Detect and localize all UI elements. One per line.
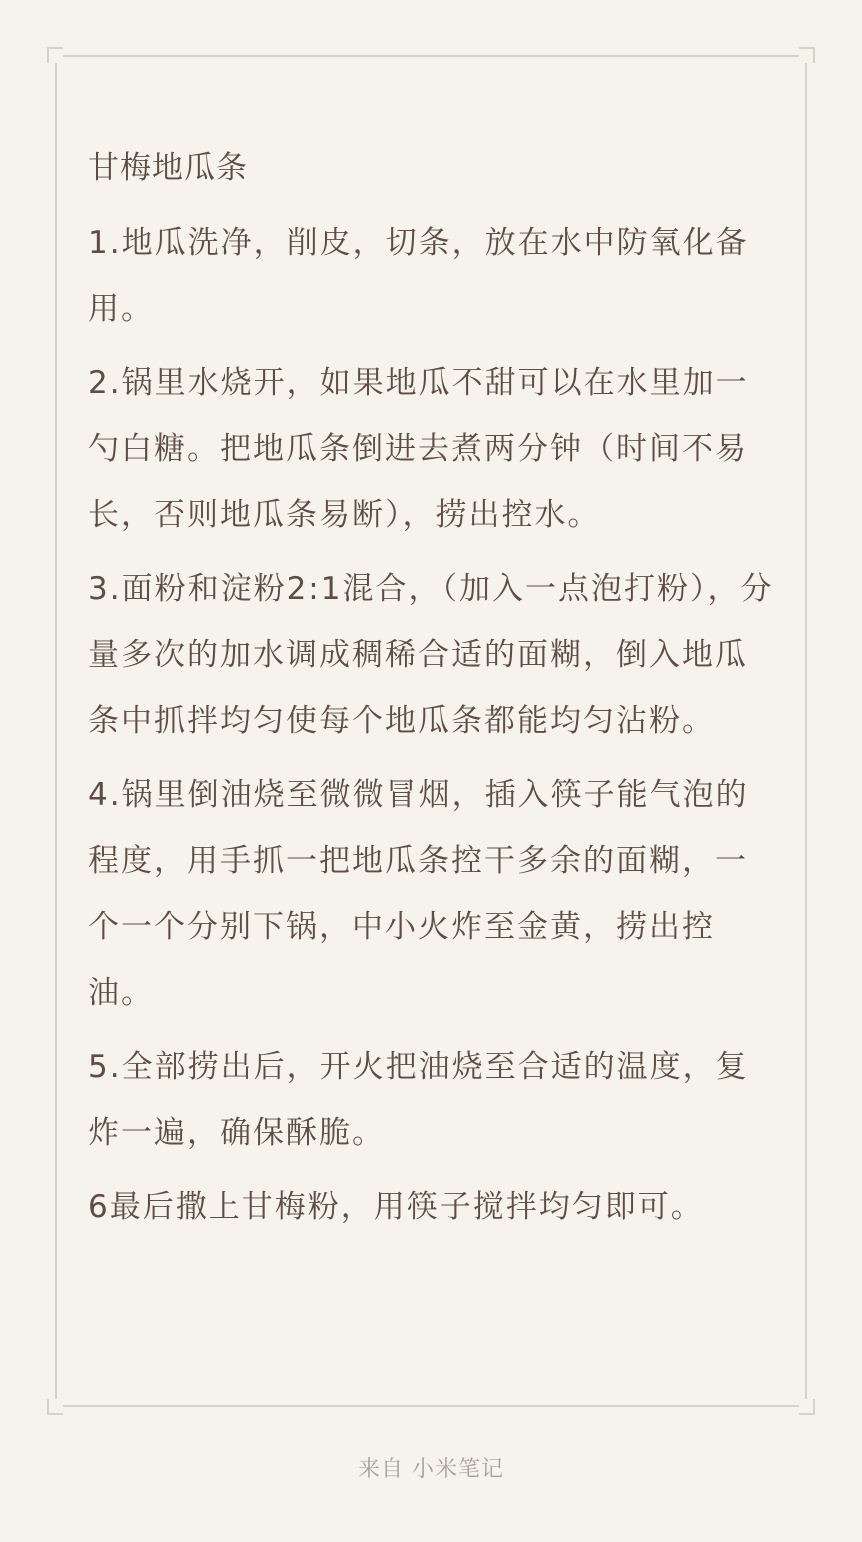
frame-corner-top-right [799, 47, 815, 63]
step-6: 6最后撒上甘梅粉，用筷子搅拌均匀即可。 [88, 1189, 704, 1225]
step-5: 5.全部捞出后，开火把油烧至合适的温度，复炸一遍，确保酥脆。 [88, 1049, 749, 1151]
note-content [88, 138, 778, 1248]
step-1: 1.地瓜洗净，削皮，切条，放在水中防氧化备用。 [88, 225, 749, 327]
note-title: 甘梅地瓜条 [88, 150, 248, 186]
step-4: 4.锅里倒油烧至微微冒烟，插入筷子能气泡的程度，用手抓一把地瓜条控干多余的面糊，一个一个分别下锅，中小火炸至金黄，捞出控油。 [88, 777, 749, 1011]
step-2: 2.锅里水烧开，如果地瓜不甜可以在水里加一勺白糖。把地瓜条倒进去煮两分钟（时间不易长，否则地瓜条易断），捞出控水。 [88, 365, 749, 533]
step-3: 3.面粉和淀粉2:1混合，（加入一点泡打粉），分量多次的加水调成稠稀合适的面糊，倒入地瓜条中抓拌均匀使每个地瓜条都能均匀沾粉。 [88, 571, 774, 739]
source-footer: 来自 小米笔记 [358, 1457, 504, 1482]
frame-corner-top-left [47, 47, 63, 63]
frame-corner-bottom-right [799, 1399, 815, 1415]
frame-corner-bottom-left [47, 1399, 63, 1415]
